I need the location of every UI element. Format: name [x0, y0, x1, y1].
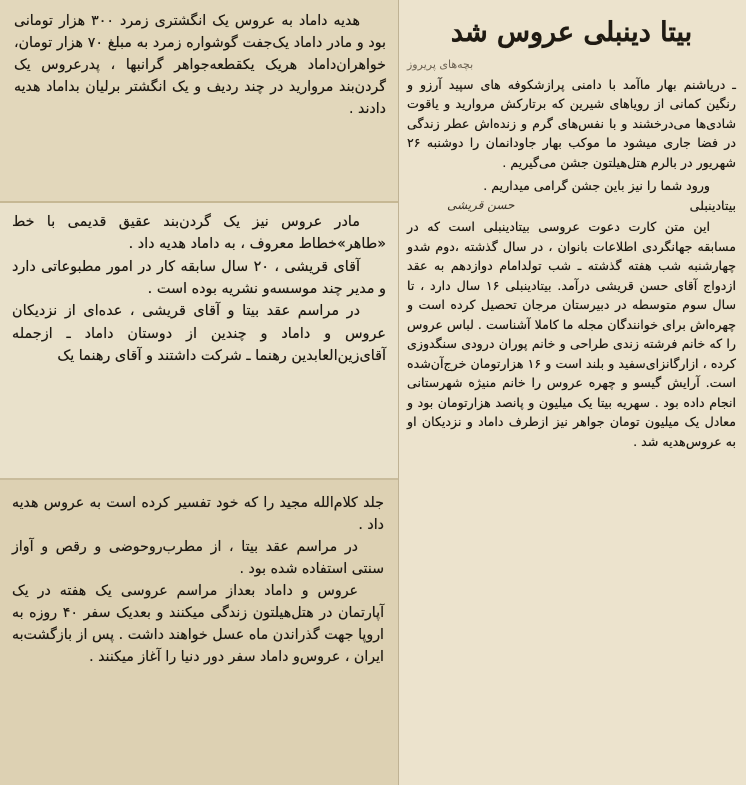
- watermark-text: بچه‌های پریروز: [407, 57, 474, 71]
- clipping-honeymoon: [0, 480, 398, 785]
- clipping-gifts: [0, 0, 398, 203]
- ceremony-guests-paragraph: در مراسم عقد بیتا و آقای قریشی ، عده‌ای از نزدیکان عروس و داماد و چندین از دوستان داماد ـ ازجمله آقای‌زین‌العابدین رهنما ـ شرکت داشتند و آقای رهنما یک: [12, 303, 386, 364]
- quran-gift-paragraph: جلد کلام‌الله مجید را که خود تفسیر کرده است به عروس هدیه داد .: [12, 495, 384, 533]
- groom-career-paragraph: آقای قریشی ، ۲۰ سال سابقه کار در امور مطبوعاتی دارد و مدیر چند موسسه‌و نشریه بوده است .: [12, 258, 386, 297]
- music-paragraph: در مراسم عقد بیتا ، از مطرب‌روحوضی و رقص و آواز سنتی استفاده شده بود .: [12, 539, 384, 577]
- gifts-paragraph: هدیه داماد به عروس یک انگشتری زمرد ۳۰۰ هزار تومانی بود و مادر داماد یک‌جفت گوشواره زمرد به مبلغ ۷۰ هزار تومان، خواهران‌داماد هریک یکقطعه‌جواهر گرانبها ، پدرعروس یک گردن‌بند مروارید در چند ردیف و یک انگشتر برلیان بداماد هدیه دادند .: [14, 13, 386, 117]
- article-main-column: [398, 0, 746, 785]
- article-headline: بیتا دینبلی عروس شد: [450, 17, 693, 48]
- invitation-intro: ـ دریاشنم بهار ماآمد با دامنی پرازشکوفه های سپید آرزو و رنگین کمانی از رویاهای شیرین که برتارکش مروارید و یاقوت شادی‌ها می‌درخشند و با نفس‌های گرم و زنده‌اش عطر زندگی در فضا جاری میشود ما موکب بهار جاودانمان را دوشنبه ۲۶ شهریور در بالرم هتل‌هیلتون جشن می‌گیریم .: [407, 76, 736, 170]
- mother-gift-paragraph: مادر عروس نیز یک گردن‌بند عقیق قدیمی با خط «طاهر»خطاط معروف ، به داماد هدیه داد .: [12, 214, 386, 253]
- clipping-groom-info: [0, 203, 398, 480]
- invitation-signatures: [407, 198, 736, 213]
- invitation-closing: ورود شما را نیز باین جشن گرامی میداریم .: [483, 178, 710, 194]
- article-body: این متن کارت دعوت عروسی بیتادینبلی است که در مسابقه جهانگردی اطلاعات بانوان ، در سال گذشته ،دوم شدو چهارشنبه شب هفته گذشته ـ شب تولدامام دوازدهم به عقد ازدواج آقای حسن قریشی درآمد. بیتادینبلی ۱۶ سال دارد ، تا سال سوم متوسطه در دبیرستان مرجان تحصیل کرده است و چهره‌اش برای خوانندگان مجله ما کاملا آشناست . لباس عروس را که خانم فرشته زندی طراحی و خانم پوران درودی سنگدوزی کرده ، ازارگانزای‌سفید و بلند است و ۱۶ هزارتومان خرج‌آن‌شده است. آرایش گیسو و چهره عروس را خانم منیژه شهرستانی انجام داده بود . سهریه بیتا یک میلیون و پانصد هزارتومان بود و معادل یک میلیون تومان جواهر نیز ازطرف داماد و نزدیکان او به عروس‌هدیه شد .: [407, 218, 736, 449]
- signature-bride: بیتادینبلی: [689, 197, 736, 213]
- signature-groom: حسن قریشی: [447, 197, 515, 212]
- honeymoon-paragraph: عروس و داماد بعداز مراسم عروسی یک هفته در یک آپارتمان در هتل‌هیلتون زندگی میکنند و بعدیک سفر ۴۰ روزه به اروپا جهت گذراندن ماه عسل خواهند داشت . پس از بازگشت‌به ایران ، عروس‌و داماد سفر دور دنیا را آغاز میکنند .: [12, 583, 385, 665]
